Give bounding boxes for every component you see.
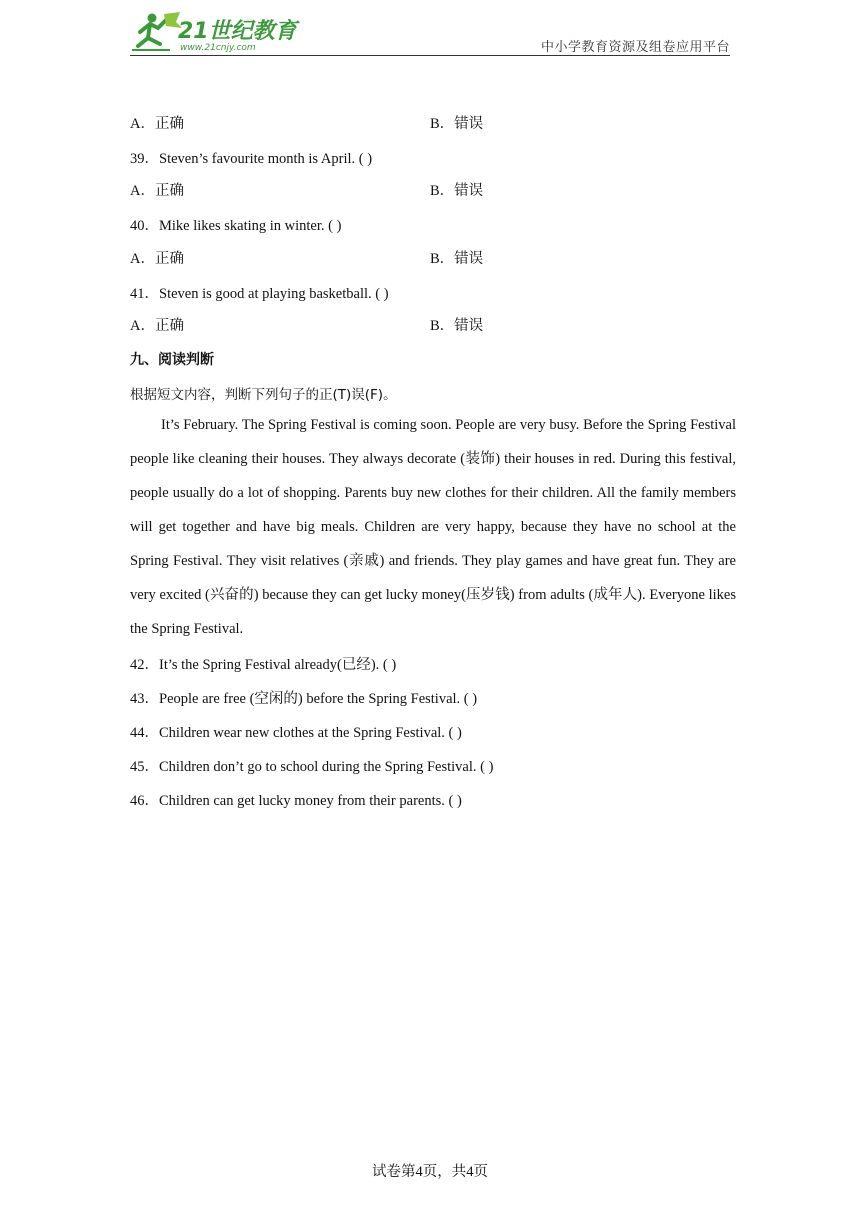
svg-text:www.21cnjy.com: www.21cnjy.com xyxy=(180,43,256,53)
option-b-prev: B．错误 xyxy=(430,116,484,132)
question-45: 45．Children don’t go to school during the Spring Festival. ( ) xyxy=(130,759,494,775)
section-title: 九、阅读判断 xyxy=(130,352,214,368)
question-39: 39．Steven’s favourite month is April. ( ) xyxy=(130,151,373,167)
question-40-option-b: B．错误 xyxy=(430,251,484,267)
section-instruction: 根据短文内容，判断下列句子的正(T)误(F)。 xyxy=(130,387,397,403)
logo xyxy=(130,10,300,54)
svg-text:21世纪教育: 21世纪教育 xyxy=(178,19,297,44)
question-39-option-b: B．错误 xyxy=(430,183,484,199)
question-43: 43．People are free (空闲的) before the Spring Festival. ( ) xyxy=(130,691,478,707)
question-39-option-a: A．正确 xyxy=(130,183,184,199)
question-44: 44．Children wear new clothes at the Spring Festival. ( ) xyxy=(130,725,462,741)
platform-title: 中小学教育资源及组卷应用平台 xyxy=(540,40,730,55)
passage-text: It’s February. The Spring Festival is coming soon. People are very busy. Before the Spring Festival people like cleaning their houses. They always decorate (装饰) their houses in red. During this festival, people usually do a lot of shopping. Parents buy new clothes for their children. All the family members will get together and have big meals. Children are very happy, because they have no school at the Spring Festival. They visit relatives (亲戚) and friends. They play games and have great fun. They are very excited (兴奋的) because they can get lucky money(压岁钱) from adults (成年人). Everyone likes the Spring Festival. xyxy=(130,417,736,637)
question-41-option-b: B．错误 xyxy=(430,318,484,334)
question-40: 40．Mike likes skating in winter. ( ) xyxy=(130,218,342,234)
question-46: 46．Children can get lucky money from their parents. ( ) xyxy=(130,793,462,809)
question-41: 41．Steven is good at playing basketball. ( ) xyxy=(130,286,389,302)
runner-logo-icon xyxy=(130,10,300,54)
option-a-prev: A．正确 xyxy=(130,116,184,132)
question-42: 42．It’s the Spring Festival already(已经). ( ) xyxy=(130,657,397,673)
reading-passage xyxy=(130,408,736,646)
page-header xyxy=(130,8,730,56)
page-footer: 试卷第4页，共4页 xyxy=(372,1164,488,1180)
question-41-option-a: A．正确 xyxy=(130,318,184,334)
question-40-option-a: A．正确 xyxy=(130,251,184,267)
